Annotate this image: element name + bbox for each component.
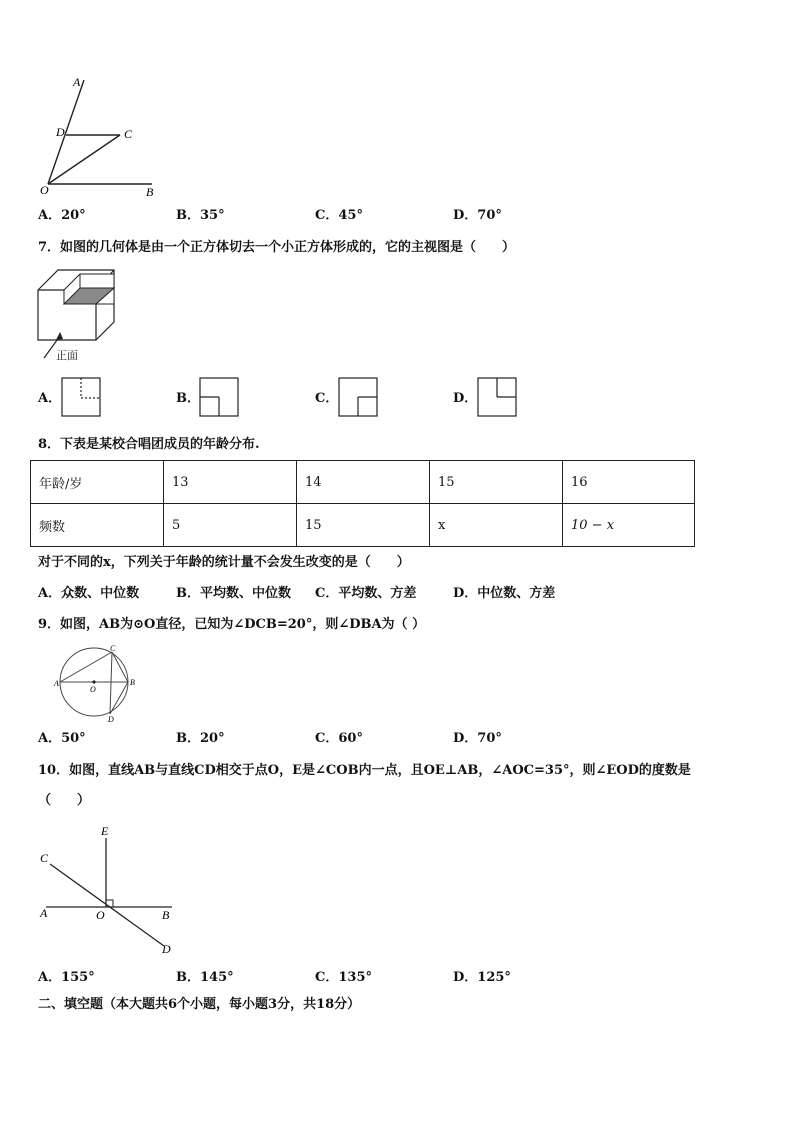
table-cell: 16 bbox=[563, 461, 695, 504]
q7-option-d-view[interactable] bbox=[477, 377, 519, 419]
q10-label-c: C bbox=[40, 851, 49, 865]
q6-option-a[interactable]: A．20° bbox=[38, 208, 86, 223]
q9-label-c: C bbox=[110, 644, 116, 653]
table-cell: 5 bbox=[164, 504, 297, 547]
table-cell: 13 bbox=[164, 461, 297, 504]
q6-label-a: A bbox=[73, 75, 81, 89]
q10-label-e: E bbox=[101, 824, 109, 838]
q7-option-c-letter[interactable]: C． bbox=[315, 391, 339, 406]
q7-stem: 7．如图的几何体是由一个正方体切去一个小正方体形成的，它的主视图是（ ） bbox=[38, 240, 516, 255]
q10-label-a: A bbox=[40, 906, 48, 920]
q9-option-d[interactable]: D．70° bbox=[453, 731, 502, 746]
table-cell: x bbox=[430, 504, 563, 547]
q8-option-d[interactable]: D．中位数、方差 bbox=[453, 586, 556, 601]
q10-stem-line1: 10．如图，直线AB与直线CD相交于点O，E是∠COB内一点，且OE⊥AB，∠AOC=35°，则∠EOD的度数是 bbox=[38, 763, 691, 778]
q6-label-d: D bbox=[56, 125, 65, 139]
q6-option-c[interactable]: C．45° bbox=[315, 208, 363, 223]
q10-option-a[interactable]: A．155° bbox=[38, 970, 95, 985]
q7-option-d-letter[interactable]: D． bbox=[453, 391, 478, 406]
q8-question: 对于不同的x，下列关于年龄的统计量不会发生改变的是（ ） bbox=[38, 555, 410, 570]
q6-label-o: O bbox=[40, 183, 49, 197]
q10-label-b: B bbox=[162, 908, 170, 922]
q6-label-c: C bbox=[124, 127, 133, 141]
q6-option-b[interactable]: B．35° bbox=[176, 208, 225, 223]
q8-age-table bbox=[30, 460, 695, 547]
q6-label-b: B bbox=[146, 185, 154, 199]
q10-option-c[interactable]: C．135° bbox=[315, 970, 372, 985]
q7-option-b-view[interactable] bbox=[199, 377, 241, 419]
table-cell: 10 − x bbox=[563, 504, 695, 547]
q9-option-c[interactable]: C．60° bbox=[315, 731, 363, 746]
q10-stem-line2: （ ） bbox=[38, 793, 91, 808]
q9-label-d: D bbox=[108, 715, 114, 724]
q9-stem: 9．如图，AB为⊙O直径，已知为∠DCB=20°，则∠DBA为（ ） bbox=[38, 617, 426, 632]
q7-option-c-view[interactable] bbox=[338, 377, 380, 419]
table-cell: 年龄/岁 bbox=[31, 461, 164, 504]
q8-option-b[interactable]: B．平均数、中位数 bbox=[176, 586, 291, 601]
q7-option-a-view[interactable] bbox=[61, 377, 103, 419]
q9-label-o: O bbox=[90, 685, 96, 694]
table-cell: 14 bbox=[297, 461, 430, 504]
section2-title: 二、填空题（本大题共6个小题，每小题3分，共18分） bbox=[38, 997, 361, 1012]
q6-angle-figure bbox=[36, 72, 166, 200]
q9-label-b: B bbox=[130, 678, 135, 687]
q9-label-a: A bbox=[54, 679, 59, 688]
q9-option-a[interactable]: A．50° bbox=[38, 731, 86, 746]
q6-option-d[interactable]: D．70° bbox=[453, 208, 502, 223]
q8-option-c[interactable]: C．平均数、方差 bbox=[315, 586, 417, 601]
q10-label-d: D bbox=[162, 942, 171, 956]
q7-option-b-letter[interactable]: B． bbox=[176, 391, 200, 406]
table-cell: 15 bbox=[297, 504, 430, 547]
q10-option-d[interactable]: D．125° bbox=[453, 970, 511, 985]
table-cell: 15 bbox=[430, 461, 563, 504]
table-cell: 频数 bbox=[31, 504, 164, 547]
q10-label-o: O bbox=[96, 908, 105, 922]
table-row bbox=[31, 504, 695, 547]
q10-lines-figure bbox=[36, 822, 186, 960]
q9-option-b[interactable]: B．20° bbox=[176, 731, 225, 746]
q7-option-a-letter[interactable]: A． bbox=[38, 391, 62, 406]
q8-option-a[interactable]: A．众数、中位数 bbox=[38, 586, 140, 601]
q8-stem: 8．下表是某校合唱团成员的年龄分布. bbox=[38, 437, 260, 452]
q7-front-label: 正面 bbox=[56, 349, 78, 362]
table-row bbox=[31, 461, 695, 504]
q10-option-b[interactable]: B．145° bbox=[176, 970, 234, 985]
q9-circle-figure bbox=[54, 644, 146, 724]
